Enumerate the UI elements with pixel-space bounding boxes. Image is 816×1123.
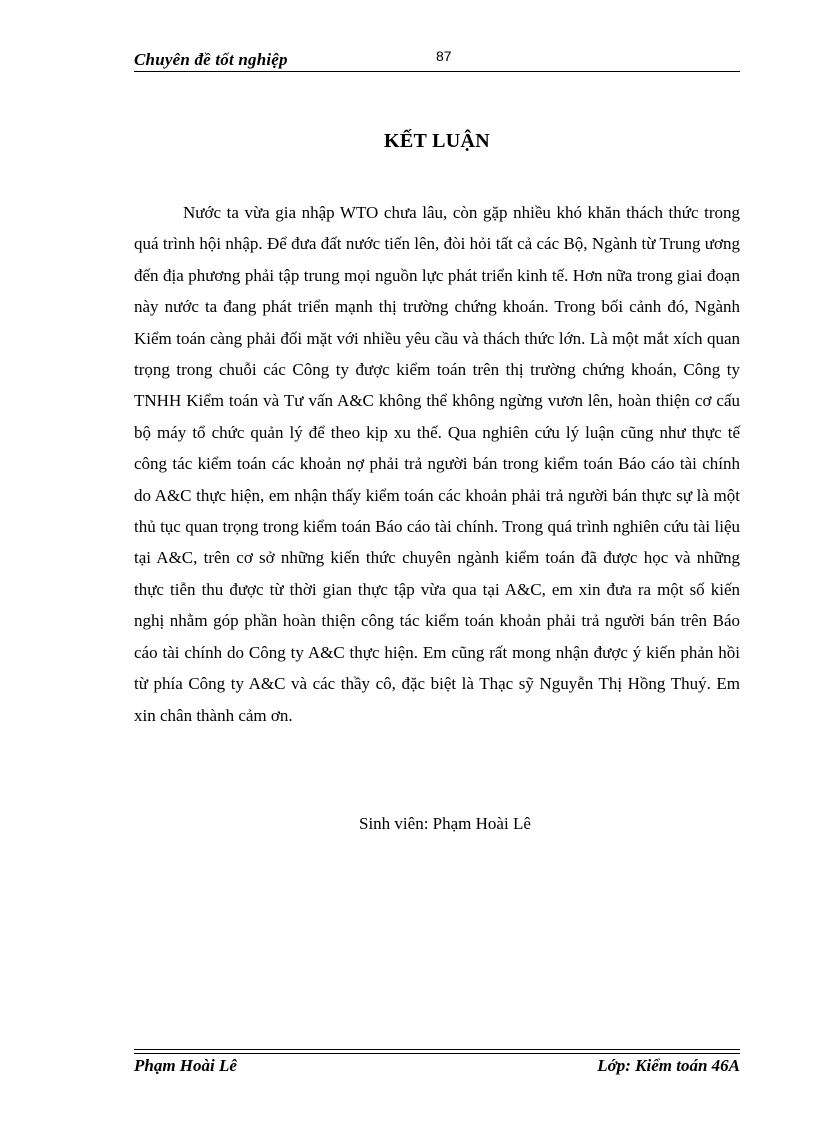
footer-author: Phạm Hoài Lê — [134, 1056, 237, 1075]
page-number: 87 — [436, 48, 452, 64]
page-header — [134, 46, 740, 74]
footer-divider-bottom — [134, 1053, 740, 1054]
header-title: Chuyên đề tốt nghiệp — [134, 50, 288, 69]
header-divider — [134, 71, 740, 72]
footer-divider-top — [134, 1049, 740, 1050]
conclusion-paragraph: Nước ta vừa gia nhập WTO chưa lâu, còn gặp nhiều khó khăn thách thức trong quá trình hội nhập. Để đưa đất nước tiến lên, đòi hỏi tất cả các Bộ, Ngành từ Trung ương đến địa phương phải tập trung mọi nguồn lực phát triển kinh tế. Hơn nữa trong giai đoạn này nước ta đang phát triển mạnh thị trường chứng khoán. Trong bối cảnh đó, Ngành Kiểm toán càng phải đối mặt với nhiều yêu cầu và thách thức lớn. Là một mắt xích quan trọng trong chuỗi các Công ty được kiểm toán trên thị trường chứng khoán, Công ty TNHH Kiểm toán và Tư vấn A&C không thể không ngừng vươn lên, hoàn thiện cơ cấu bộ máy tổ chức quản lý để theo kịp xu thế. Qua nghiên cứu lý luận cũng như thực tế công tác kiểm toán các khoản nợ phải trả người bán trong kiểm toán Báo cáo tài chính do A&C thực hiện, em nhận thấy kiểm toán các khoản phải trả người bán thực sự là một thủ tục quan trọng trong kiểm toán Báo cáo tài chính. Trong quá trình nghiên cứu tài liệu tại A&C, trên cơ sở những kiến thức chuyên ngành kiểm toán đã được học và những thực tiễn thu được từ thời gian thực tập vừa qua tại A&C, em xin đưa ra một số kiến nghị nhằm góp phần hoàn thiện công tác kiểm toán khoản phải trả người bán trên Báo cáo tài chính do Công ty A&C thực hiện. Em cũng rất mong nhận được ý kiến phản hồi từ phía Công ty A&C và các thầy cô, đặc biệt là Thạc sỹ Nguyễn Thị Hồng Thuý. Em xin chân thành cảm ơn. — [134, 203, 740, 725]
signature-line: Sinh viên: Phạm Hoài Lê — [359, 814, 531, 833]
section-title: KẾT LUẬN — [384, 130, 490, 152]
footer-class: Lớp: Kiểm toán 46A — [597, 1056, 740, 1075]
